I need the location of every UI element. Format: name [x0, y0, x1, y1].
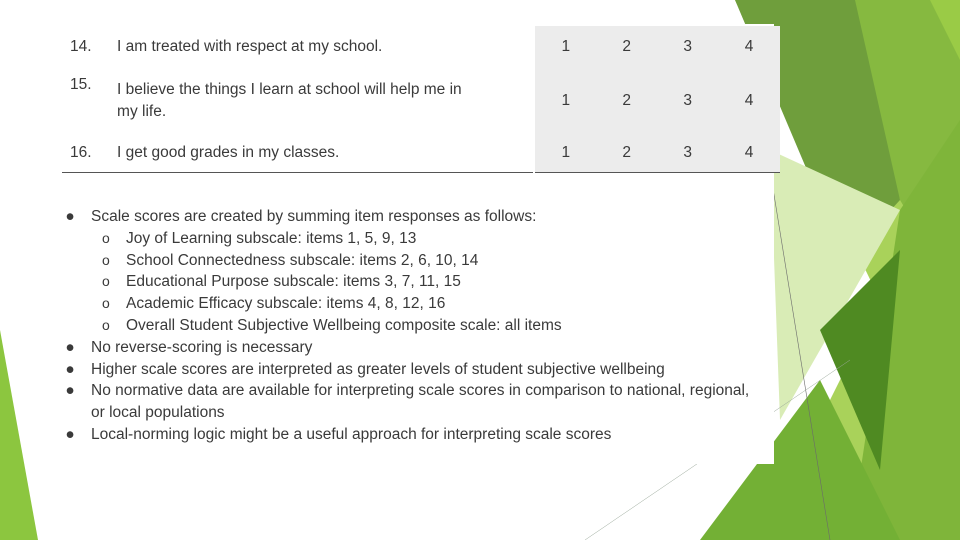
bullet-text: No normative data are available for interpreting scale scores in comparison to national, regional, or local populations	[91, 382, 750, 422]
score-cell: 2	[596, 134, 657, 173]
bullet-text: Scale scores are created by summing item responses as follows:	[91, 208, 537, 225]
list-item	[62, 424, 762, 446]
left-green-triangle	[0, 330, 38, 540]
score-cell: 2	[596, 26, 657, 68]
bullet-icon: ●	[65, 338, 75, 356]
scoring-notes-list	[62, 206, 762, 446]
score-cell: 1	[534, 68, 596, 134]
bullet-icon: ●	[65, 382, 75, 400]
table-row	[62, 134, 780, 173]
subscale-list	[91, 228, 762, 337]
bullet-icon: ●	[65, 360, 75, 378]
list-item	[91, 250, 762, 272]
sub-bullet-text: Joy of Learning subscale: items 1, 5, 9, 13	[126, 229, 417, 247]
bullet-text: No reverse-scoring is necessary	[91, 338, 313, 356]
score-cell: 3	[657, 26, 718, 68]
item-number: 14.	[70, 38, 92, 55]
score-cell: 3	[657, 68, 718, 134]
table-row	[62, 68, 780, 134]
item-text: I am treated with respect at my school.	[117, 38, 383, 55]
list-item	[62, 337, 762, 359]
sub-bullet-icon: o	[102, 251, 110, 268]
score-cell: 2	[596, 68, 657, 134]
sub-bullet-text: Educational Purpose subscale: items 3, 7, 11, 15	[126, 273, 461, 291]
list-item	[91, 315, 762, 337]
survey-items-table	[62, 26, 780, 173]
list-item	[62, 359, 762, 381]
list-item	[62, 380, 762, 424]
list-item	[91, 228, 762, 250]
bullet-text: Higher scale scores are interpreted as greater levels of student subjective wellbeing	[91, 360, 665, 378]
sub-bullet-icon: o	[102, 273, 110, 290]
bullet-icon: ●	[65, 425, 75, 443]
table-row	[62, 26, 780, 68]
list-item	[62, 206, 762, 337]
item-number: 16.	[62, 134, 117, 173]
bullet-icon: ●	[65, 208, 75, 225]
sub-bullet-text: Academic Efficacy subscale: items 4, 8, 12, 16	[126, 295, 446, 313]
item-number: 15.	[70, 76, 92, 93]
list-item	[91, 293, 762, 315]
bullet-text: Local-norming logic might be a useful approach for interpreting scale scores	[91, 425, 612, 443]
score-cell: 4	[718, 134, 780, 173]
score-cell: 4	[718, 68, 780, 134]
score-cell: 1	[534, 134, 596, 173]
sub-bullet-text: School Connectedness subscale: items 2, 6, 10, 14	[126, 251, 479, 269]
score-cell: 4	[718, 26, 780, 68]
score-cell: 1	[534, 26, 596, 68]
score-cell: 3	[657, 134, 718, 173]
list-item	[91, 271, 762, 293]
item-text: I get good grades in my classes.	[117, 134, 534, 173]
sub-bullet-icon: o	[102, 229, 110, 246]
sub-bullet-icon: o	[102, 316, 110, 333]
sub-bullet-icon: o	[102, 295, 110, 312]
item-text: I believe the things I learn at school will help me in my life.	[117, 81, 462, 120]
sub-bullet-text: Overall Student Subjective Wellbeing composite scale: all items	[126, 316, 562, 334]
